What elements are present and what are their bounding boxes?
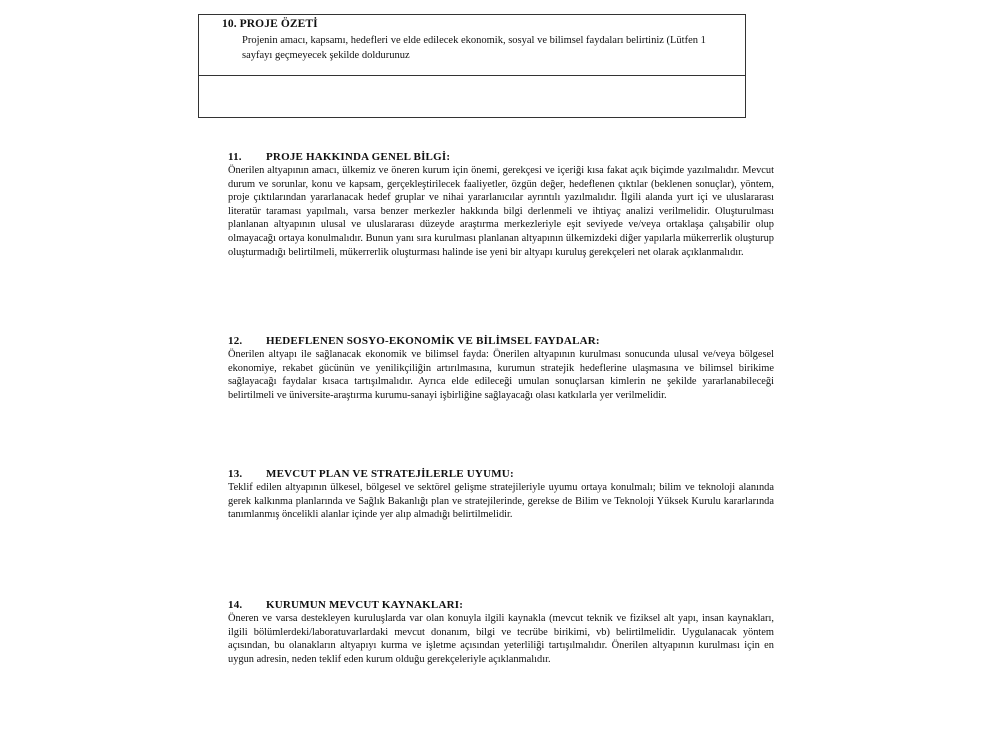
- section-title: MEVCUT PLAN VE STRATEJİLERLE UYUMU:: [266, 468, 514, 480]
- section-heading: [228, 150, 774, 164]
- section-body: Öneren ve varsa destekleyen kuruluşlarda var olan konuyla ilgili kaynakla (mevcut teknik ve fiziksel alt yapı, insan kaynakları, ilgili bölümlerdeki/laboratuvarlardaki mevcut donanım, bilgi ve tecrübe birikimi, vb) belirtilmelidir. Uygulanacak yöntem açısından, bu olanakların altyapıyı kurma ve işletme açısından yeterliliği tartışılmalıdır. Önerilen altyapının kurulması için en uygun adresin, neden teklif eden kurum olduğu gerekçeleriyle açıklanmalıdır.: [228, 613, 774, 665]
- section-body: Önerilen altyapının amacı, ülkemiz ve öneren kurum için önemi, gerekçesi ve içeriği kısa fakat açık biçimde yazılmalıdır. Mevcut durum ve sorunlar, konu ve kapsam, gerçekleştirilecek faaliyetler, özgün değer, hedeflenen çıktılar (beklenen sonuçlar), yöntem, proje çıktılarından yararlanacak hedef gruplar ve nihai yararlanıcılar ayrıntılı yazılmalıdır. İlgili alanda yurt içi ve uluslararası literatür taraması yapılmalı, varsa benzer merkezler hakkında bilgi derlenmeli ve ihtiyaç analizi verilmelidir. Oluşturulması planlanan altyapının ulusal ve uluslararası düzeyde araştırma merkezleriyle eşit seviyede ve/veya ortaklaşa çalışabilir olup olmayacağı ortaya konulmalıdır. Bunun yanı sıra kurulması planlanan altyapının ülkemizdeki diğer yapılarla mükerrerlik oluşturup oluşturmadığı belirtilmeli, mükerrerlik oluşturması halinde ise yeni bir altyapı kuruluş gerekçeleri net olarak açıklanmalıdır.: [228, 165, 774, 258]
- project-summary-title: 10. PROJE ÖZETİ: [222, 18, 318, 30]
- section-strategy-alignment: [228, 467, 774, 522]
- section-body: Önerilen altyapı ile sağlanacak ekonomik ve bilimsel fayda: Önerilen altyapının kurulması sonucunda ulusal ve/veya bölgesel ekonomiye, rekabet gücünün ve yenilikçiliğin artırılmasına, kurumun stratejik hedeflerine ulaşmasına ve bilimsel birikime sağlayacağı faydalar kısaca tartışılmalıdır. Ayrıca elde edileceği umulan sonuçlarsan kimlerin ne şekilde yararlanabileceği belirtilmeli ve üniversite-araştırma kurumu-sanayi işbirliğine sağlayacağı olası katkılarla yer verilmelidir.: [228, 349, 774, 401]
- section-general-info: [228, 150, 774, 259]
- section-number: 13.: [228, 468, 243, 480]
- project-summary-header-cell: [199, 15, 745, 76]
- project-summary-input-cell[interactable]: [199, 76, 745, 118]
- section-body: Teklif edilen altyapının ülkesel, bölgesel ve sektörel gelişme stratejileriyle uyumu ortaya konulmalı; bilim ve teknoloji alanında gerek kalkınma planlarında ve Sağlık Bakanlığı plan ve stratejilerinde, gerekse de Bilim ve Teknoloji Yüksek Kurulu kararlarında tanımlanmış öncelikli alanlar içinde yer alıp almadığı belirtilmelidir.: [228, 482, 774, 521]
- section-number: 12.: [228, 335, 243, 347]
- section-number: 14.: [228, 599, 243, 611]
- section-number: 11.: [228, 151, 242, 163]
- section-heading: [228, 598, 774, 612]
- project-summary-table: [198, 14, 746, 118]
- section-socio-economic-benefits: [228, 334, 774, 402]
- section-title: HEDEFLENEN SOSYO-EKONOMİK VE BİLİMSEL FAYDALAR:: [266, 335, 600, 347]
- section-title: PROJE HAKKINDA GENEL BİLGİ:: [266, 151, 451, 163]
- section-institution-resources: [228, 598, 774, 666]
- project-summary-instructions: Projenin amacı, kapsamı, hedefleri ve elde edilecek ekonomik, sosyal ve bilimsel faydaları belirtiniz (Lütfen 1 sayfayı geçmeyecek şekilde doldurunuz: [242, 35, 706, 61]
- section-heading: [228, 467, 774, 481]
- section-heading: [228, 334, 774, 348]
- section-title: KURUMUN MEVCUT KAYNAKLARI:: [266, 599, 464, 611]
